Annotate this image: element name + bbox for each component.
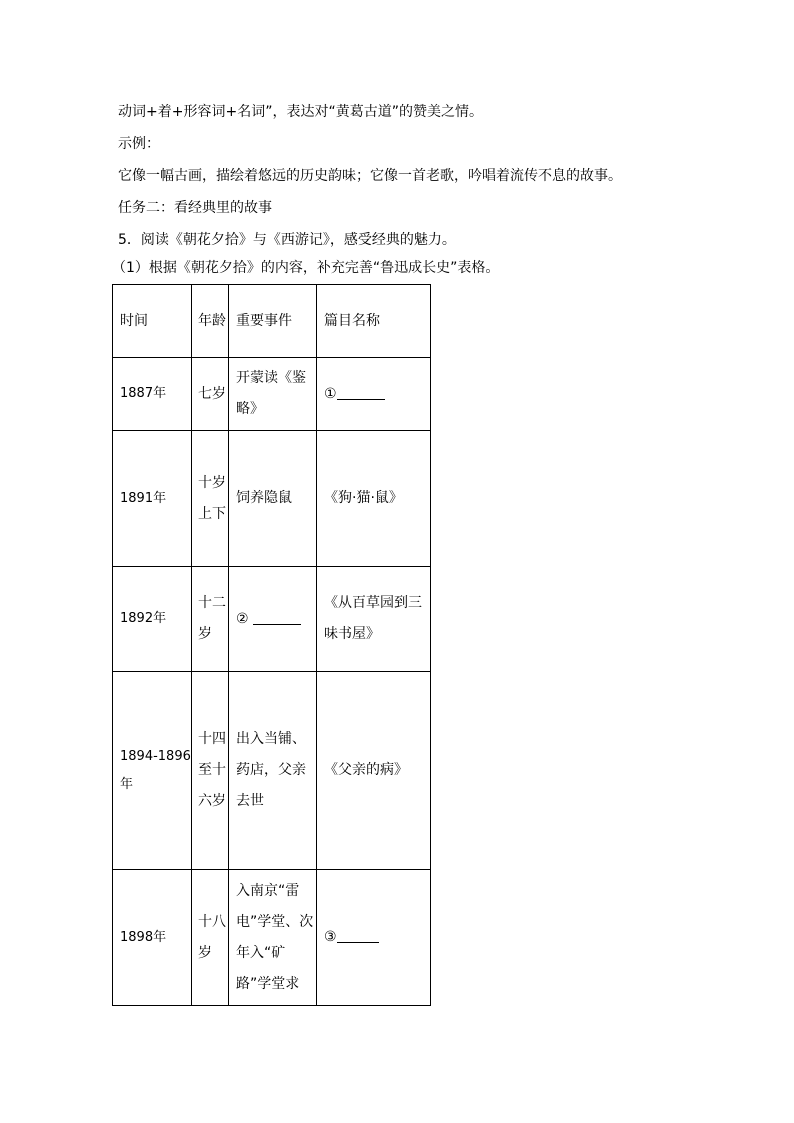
cell-title [317, 870, 431, 1006]
cell-age: 十岁上下 [192, 431, 229, 567]
cell-time: 1887年 [113, 358, 192, 431]
header-title: 篇目名称 [317, 285, 431, 358]
cell-time: 1891年 [113, 431, 192, 567]
cell-age: 十二岁 [192, 567, 229, 672]
cell-event [229, 567, 317, 672]
table-row [113, 870, 431, 1006]
cell-event: 饲养隐鼠 [229, 431, 317, 567]
cell-title-text: ① [324, 385, 337, 402]
header-age: 年龄 [192, 285, 229, 358]
text-line-3: 它像一幅古画，描绘着悠远的历史韵味；它像一首老歌，吟唱着流传不息的故事。 [118, 168, 622, 184]
cell-event: 开蒙读《鉴略》 [229, 358, 317, 431]
question-5: 5．阅读《朝花夕拾》与《西游记》，感受经典的魅力。 [118, 232, 456, 248]
cell-title [317, 358, 431, 431]
header-time: 时间 [113, 285, 192, 358]
cell-event: 出入当铺、药店，父亲去世 [229, 672, 317, 870]
cell-age: 七岁 [192, 358, 229, 431]
text-line-2: 示例： [118, 136, 160, 152]
cell-event: 入南京“雷电”学堂、次年入“矿路”学堂求 [229, 870, 317, 1006]
table-row [113, 358, 431, 431]
table-row [113, 672, 431, 870]
answer-blank-2[interactable] [253, 610, 301, 625]
text-line-1: 动词+着+形容词+名词”，表达对“黄葛古道”的赞美之情。 [118, 104, 483, 120]
cell-event-text: ② [236, 610, 254, 627]
cell-age: 十四至十六岁 [192, 672, 229, 870]
question-5-part-1: （1）根据《朝花夕拾》的内容，补充完善“鲁迅成长史”表格。 [112, 260, 500, 276]
answer-blank-1[interactable] [337, 385, 385, 400]
table-row [113, 431, 431, 567]
cell-title: 《狗·猫·鼠》 [317, 431, 431, 567]
table-header-row [113, 285, 431, 358]
cell-title: 《从百草园到三味书屋》 [317, 567, 431, 672]
cell-time: 1898年 [113, 870, 192, 1006]
header-event: 重要事件 [229, 285, 317, 358]
growth-history-table [112, 284, 431, 1006]
cell-time: 1894-1896年 [113, 672, 192, 870]
cell-time: 1892年 [113, 567, 192, 672]
table-row [113, 567, 431, 672]
answer-blank-3[interactable] [337, 928, 379, 943]
cell-title-text: ③ [324, 929, 337, 945]
section-heading: 任务二：看经典里的故事 [118, 200, 272, 216]
cell-age: 十八岁 [192, 870, 229, 1006]
cell-title: 《父亲的病》 [317, 672, 431, 870]
